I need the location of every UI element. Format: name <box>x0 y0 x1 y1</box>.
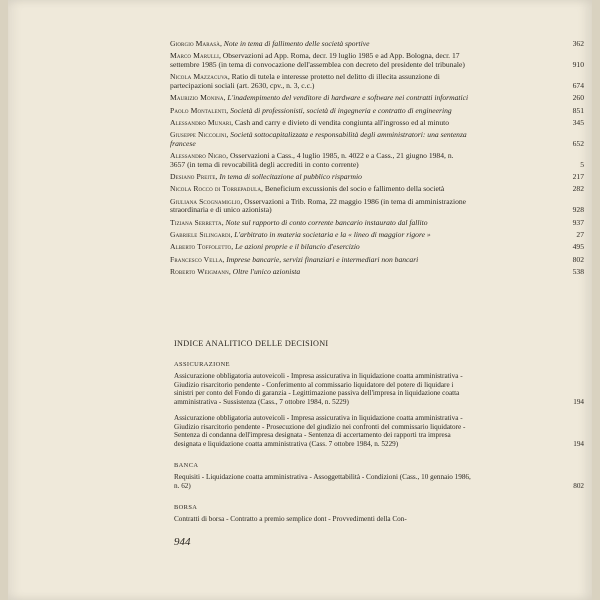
entry-page-number: 674 <box>572 81 584 90</box>
entry-author: Giuliana Scognamiglio <box>170 196 241 206</box>
page-number: 944 <box>174 536 191 548</box>
index-entry: Desiano Preite, In tema di sollecitazione al pubblico risparmio 217 <box>170 172 584 182</box>
index-entry: Alessandro Munari, Cash and carry e divieto di vendita congiunta all'ingrosso ed al minuto 345 <box>170 117 584 127</box>
entry-title: Società sottocapitalizzata e responsabilità degli amministratori: una sentenza francese <box>170 130 467 148</box>
entry-title: Le azioni proprie e il bilancio d'esercizio <box>235 242 360 252</box>
entry-title: Imprese bancarie, servizi finanziari e intermediari non bancari <box>226 254 419 264</box>
entry-description: Beneficium excussionis del socio e fallimento della società <box>264 184 445 194</box>
entry-author: Giuseppe Niccolini <box>170 130 227 140</box>
entry-title: In tema di sollecitazione al pubblico risparmio <box>219 172 362 182</box>
index-entry: Giuseppe Niccolini, Società sottocapitalizzata e responsabilità degli amministratori: una sentenza francese 652 <box>170 130 584 148</box>
decision-text: Assicurazione obbligatoria autoveicoli - Impresa assicurativa in liquidazione coatta amministrativa - Giudizio risarcitorio pendente - Prosecuzione del giudizio nei confronti del commissario liquidatore - Sentenza di condanna dell'impresa designata - Sentenza di accertamento dei rapporti tra impresa designata e liquidazione coatta amministrativa (Cass. 7 ottobre 1984, n. 5229) <box>174 414 466 448</box>
decision-text: Requisiti - Liquidazione coatta amministrativa - Assoggettabilità - Condizioni (Cass., 10 gennaio 1986, n. 62) <box>174 473 471 490</box>
entry-page-number: 5 <box>580 159 584 169</box>
entry-author: Gabriele Silingardi <box>170 230 231 240</box>
entry-title: Oltre l'unico azionista <box>232 266 301 276</box>
entry-page-number: 27 <box>576 230 584 240</box>
entry-page-number: 282 <box>572 184 584 194</box>
index-entry: Giorgio Marasà, Note in tema di fallimento delle società sportive 362 <box>170 39 584 48</box>
entry-page-number: 538 <box>572 266 584 276</box>
category-heading: ASSICURAZIONE <box>174 361 230 368</box>
decision-entry <box>170 372 584 406</box>
entry-author: Roberto Weigmann <box>170 266 229 276</box>
entry-title: L'inadempimento del venditore di hardware e software nei contratti informatici <box>227 93 469 103</box>
entry-author: Marco Marulli <box>170 51 219 61</box>
entry-page-number: 260 <box>572 93 584 103</box>
index-entry: Paolo Montalenti, Società di professionisti, società di ingegneria e contratto di engineering 851 <box>170 105 584 115</box>
entry-author: Nicola Mazzacuva <box>170 72 228 82</box>
entry-page-number: 802 <box>572 254 584 264</box>
category-heading: BORSA <box>174 504 198 511</box>
decision-text: Assicurazione obbligatoria autoveicoli - Impresa assicurativa in liquidazione coatta amministrativa - Giudizio risarcitorio pendente - Conferimento al commissario liquidatore del potere di liquidare i sinistri per conto del Fondo di garanzia - Legittimazione passiva dell'impresa in liquidazione coatta amministrativa - Sussistenza (Cass., 7 ottobre 1984, n. 5229) <box>174 372 463 406</box>
entry-page-number: 217 <box>572 172 584 182</box>
entry-description: Cash and carry e divieto di vendita congiunta all'ingrosso ed al minuto <box>234 117 450 127</box>
entry-author: Alessandro Nigro <box>170 151 227 161</box>
entry-page-number: 345 <box>572 117 584 127</box>
index-entry: Maurizio Monina, L'inadempimento del venditore di hardware e software nei contratti informatici 260 <box>170 93 584 103</box>
decisions-index <box>170 361 584 532</box>
entry-title: Società di professionisti, società di ingegneria e contratto di engineering <box>230 105 452 115</box>
index-entry: Marco Marulli, Observazioni ad App. Roma, decr. 19 luglio 1985 e ad App. Bologna, decr. 17 settembre 1985 (in tema di convocazione dell'assemblea con decreto del presidente del tribunale) 910 <box>170 51 584 69</box>
category-heading: BANCA <box>174 462 199 469</box>
entry-description: Osservazioni a Trib. Roma, 22 maggio 1986 (in tema di amministrazione straordinaria e di unico azionista) <box>170 196 467 215</box>
entry-page-number: 928 <box>572 205 584 215</box>
decision-entry <box>170 414 584 448</box>
entry-title: Note in tema di fallimento delle società sportive <box>223 39 370 48</box>
section-heading: INDICE ANALITICO DELLE DECISIONI <box>174 339 329 348</box>
index-entry: Alessandro Nigro, Osservazioni a Cass., 4 luglio 1985, n. 4022 e a Cass., 21 giugno 1984, n. 3657 (in tema di revocabilità degli accrediti in conto corrente) 5 <box>170 151 584 169</box>
index-entry: Francesco Vella, Imprese bancarie, servizi finanziari e intermediari non bancari 802 <box>170 254 584 264</box>
entry-page-number: 362 <box>572 39 584 48</box>
index-entry: Giuliana Scognamiglio, Osservazioni a Trib. Roma, 22 maggio 1986 (in tema di amministrazione straordinaria e di unico azionista) 928 <box>170 196 584 215</box>
entry-page-number: 851 <box>572 105 584 115</box>
entry-title: L'arbitrato in materia societaria e la « lineo di maggior rigore » <box>234 230 431 240</box>
decision-text: Contratti di borsa - Contratto a premio semplice dont - Provvedimenti della Con- <box>174 515 407 523</box>
entry-title: Note sul rapporto di conto corrente bancario instaurato dal fallito <box>225 217 428 227</box>
index-entry: Alberto Toffoletto, Le azioni proprie e il bilancio d'esercizio 495 <box>170 242 584 252</box>
author-index <box>170 39 584 280</box>
entry-author: Tiziana Serretta <box>170 217 222 227</box>
decision-entry <box>170 515 472 524</box>
entry-description: Observazioni ad App. Roma, decr. 19 luglio 1985 e ad App. Bologna, decr. 17 settembre 1985 (in tema di convocazione dell'assemblea con decreto del presidente del tribunale) <box>170 51 465 69</box>
entry-author: Nicola Rocco di Torrepadula <box>170 184 262 194</box>
entry-author: Maurizio Monina <box>170 93 224 103</box>
entry-description: Osservazioni a Cass., 4 luglio 1985, n. 4022 e a Cass., 21 giugno 1984, n. 3657 (in tema di revocabilità degli accrediti in conto corrente) <box>170 151 454 169</box>
entry-description: Ratio di tutela e interesse protetto nel delitto di illecita assunzione di partecipazioni sociali (art. 2630, cpv., n. 3, c.c.) <box>170 72 440 90</box>
entry-page-number: 910 <box>572 60 584 69</box>
index-entry: Tiziana Serretta, Note sul rapporto di conto corrente bancario instaurato dal fallito 937 <box>170 217 584 227</box>
entry-author: Desiano Preite <box>170 172 216 182</box>
index-entry: Roberto Weigmann, Oltre l'unico azionista 538 <box>170 266 584 276</box>
entry-author: Francesco Vella <box>170 254 223 264</box>
entry-author: Alessandro Munari <box>170 117 232 127</box>
index-entry: Nicola Rocco di Torrepadula, Beneficium excussionis del socio e fallimento della società 282 <box>170 184 584 194</box>
index-entry: Nicola Mazzacuva, Ratio di tutela e interesse protetto nel delitto di illecita assunzione di partecipazioni sociali (art. 2630, cpv., n. 3, c.c.) 674 <box>170 72 584 90</box>
entry-page-number: 937 <box>572 217 584 227</box>
decision-page-number: 194 <box>573 439 584 448</box>
index-entry: Gabriele Silingardi, L'arbitrato in materia societaria e la « lineo di maggior rigore » 27 <box>170 230 584 240</box>
entry-author: Alberto Toffoletto <box>170 242 232 252</box>
entry-page-number: 495 <box>572 242 584 252</box>
entry-author: Paolo Montalenti <box>170 105 227 115</box>
decision-page-number: 802 <box>573 481 584 490</box>
decision-page-number: 194 <box>573 397 584 406</box>
entry-page-number: 652 <box>572 138 584 148</box>
decision-entry <box>170 473 584 490</box>
entry-author: Giorgio Marasà <box>170 39 220 48</box>
